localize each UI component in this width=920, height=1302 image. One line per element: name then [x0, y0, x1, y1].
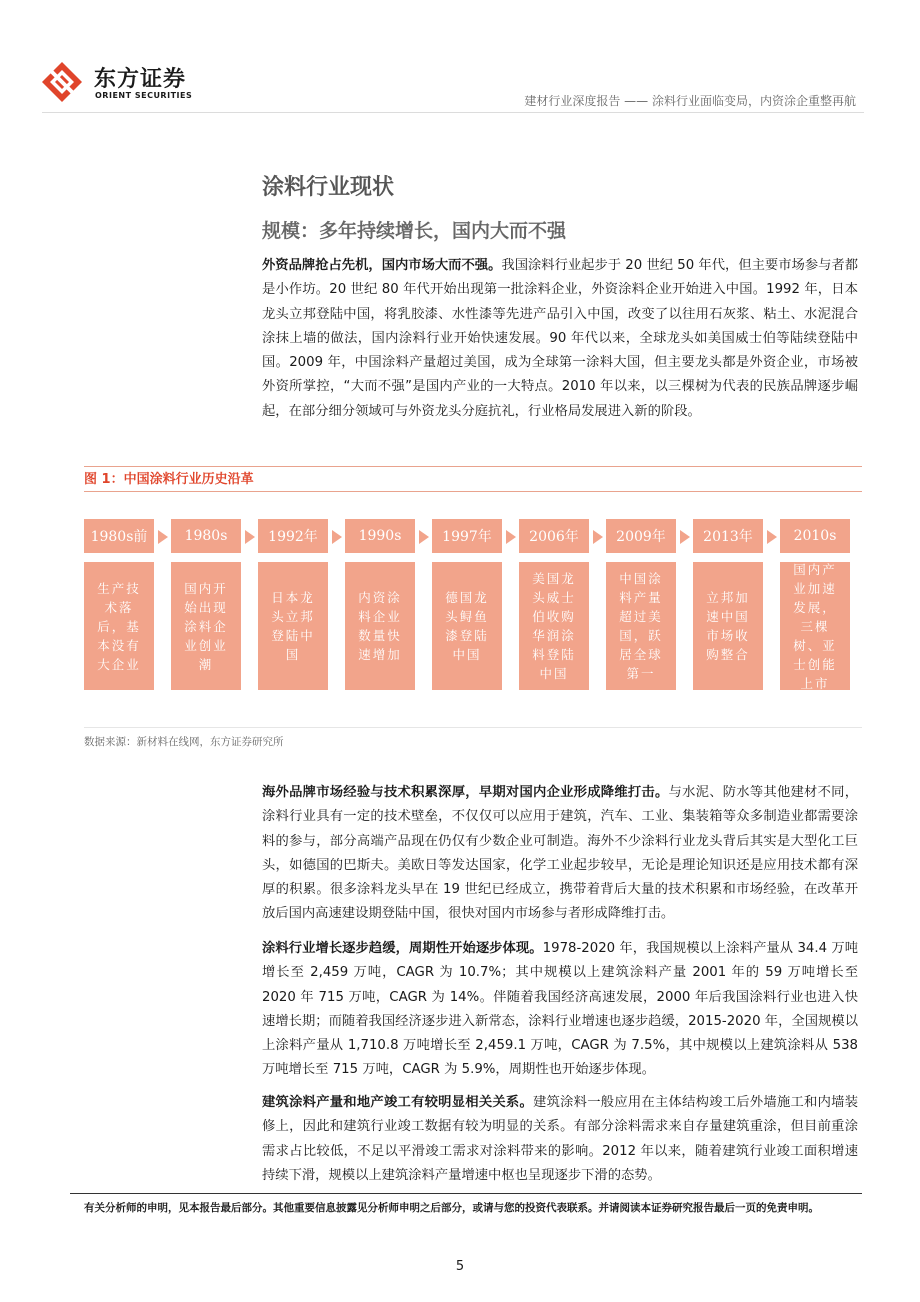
timeline-stage-description: 国内开始出现涂料企业创业潮	[171, 562, 241, 690]
footer-divider	[70, 1193, 862, 1194]
figure-source-rule	[84, 727, 862, 728]
timeline-stage-description: 中国涂料产量超过美国，跃居全球第一	[606, 562, 676, 690]
timeline-arrow-icon	[506, 530, 516, 544]
timeline-stage-period: 2006年	[519, 519, 589, 553]
paragraph-lead: 涂料行业增长逐步趋缓，周期性开始逐步体现。	[262, 941, 543, 956]
timeline-arrow-icon	[332, 530, 342, 544]
timeline-stage-period: 1990s	[345, 519, 415, 553]
industry-history-timeline	[0, 519, 920, 691]
orient-securities-logo	[42, 60, 202, 106]
paragraph-overseas-experience	[262, 781, 858, 927]
paragraph-lead: 建筑涂料产量和地产竣工有较明显相关关系。	[262, 1095, 534, 1110]
timeline-stage-period: 1980s前	[84, 519, 154, 553]
timeline-arrow-icon	[767, 530, 777, 544]
timeline-arrow-icon	[593, 530, 603, 544]
logo-diamond-icon	[42, 62, 82, 102]
paragraph-completion-correlation	[262, 1091, 858, 1188]
header-divider	[42, 112, 864, 113]
timeline-stage-description: 内资涂料企业数量快速增加	[345, 562, 415, 690]
timeline-stage-period: 2013年	[693, 519, 763, 553]
timeline-stage-period: 1992年	[258, 519, 328, 553]
sub-title: 规模：多年持续增长，国内大而不强	[262, 220, 567, 242]
logo-text-en: ORIENT SECURITIES	[95, 91, 193, 100]
figure-title: 图 1：中国涂料行业历史沿革	[84, 472, 254, 487]
timeline-stage-period: 2009年	[606, 519, 676, 553]
timeline-stage-description: 立邦加速中国市场收购整合	[693, 562, 763, 690]
report-running-title: 建材行业深度报告 —— 涂料行业面临变局，内资涂企重整再航	[524, 94, 856, 108]
disclaimer-note: 有关分析师的申明，见本报告最后部分。其他重要信息披露见分析师申明之后部分，或请与您的投资代表联系。并请阅读本证券研究报告最后一页的免责申明。	[84, 1202, 819, 1214]
timeline-arrow-icon	[680, 530, 690, 544]
timeline-stage-description: 美国龙头威士伯收购华润涂料登陆中国	[519, 562, 589, 690]
timeline-stage-description: 德国龙头鲟鱼漆登陆中国	[432, 562, 502, 690]
timeline-stage-period: 1997年	[432, 519, 502, 553]
timeline-stage-description: 生产技术落后，基本没有大企业	[84, 562, 154, 690]
figure-source: 数据来源：新材料在线网，东方证券研究所	[84, 736, 284, 748]
paragraph-lead: 海外品牌市场经验与技术积累深厚，早期对国内企业形成降维打击。	[262, 785, 669, 800]
paragraph-body: 我国涂料行业起步于 20 世纪 50 年代，但主要市场参与者都是小作坊。20 世纪 80 年代开始出现第一批涂料企业，外资涂料企业开始进入中国。1992 年，日本龙头立邦登陆中国，将乳胶漆、水性漆等先进产品引入中国，改变了以往用石灰浆、粘土、水泥混合涂抹上墙的做法，国内涂料行业开始快速发展。90 年代以来，全球龙头如美国威士伯等陆续登陆中国。2009 年，中国涂料产量超过美国，成为全球第一涂料大国，但主要龙头都是外资企业，市场被外资所掌控，“大而不强”是国内产业的一大特点。2010 年以来，以三棵树为代表的民族品牌逐步崛起，在部分细分领域可与外资龙头分庭抗礼，行业格局发展进入新的阶段。	[262, 258, 859, 419]
paragraph-lead: 外资品牌抢占先机，国内市场大而不强。	[262, 258, 502, 273]
timeline-arrow-icon	[419, 530, 429, 544]
paragraph-foreign-brands	[262, 254, 858, 424]
logo-text-cn: 东方证券	[94, 67, 187, 92]
figure-title-rule	[84, 491, 862, 492]
timeline-arrow-icon	[158, 530, 168, 544]
paragraph-body: 建筑涂料一般应用在主体结构竣工后外墙施工和内墙装修上，因此和建筑行业竣工数据有较为明显的关系。有部分涂料需求来自存量建筑重涂，但目前重涂需求占比较低，不足以平滑竣工需求对涂料带来的影响。2012 年以来，随着建筑行业竣工面积增速持续下滑，规模以上建筑涂料产量增速中枢也呈现逐步下滑的态势。	[262, 1095, 859, 1183]
paragraph-body: 与水泥、防水等其他建材不同，涂料行业具有一定的技术壁垒，不仅仅可以应用于建筑，汽车、工业、集装箱等众多制造业都需要涂料的参与，部分高端产品现在仍仅有少数企业可制造。海外不少涂料行业龙头背后其实是大型化工巨头，如德国的巴斯夫。美欧日等发达国家，化学工业起步较早，无论是理论知识还是应用技术都有深厚的积累。很多涂料龙头早在 19 世纪已经成立，携带着背后大量的技术积累和市场经验，在改革开放后国内高速建设期登陆中国，很快对国内市场参与者形成降维打击。	[262, 785, 859, 922]
figure-top-rule	[84, 466, 862, 467]
paragraph-growth-slowdown	[262, 937, 858, 1083]
timeline-stage-description: 国内产业加速发展，三棵树、亚士创能上市	[780, 562, 850, 690]
timeline-stage-description: 日本龙头立邦登陆中国	[258, 562, 328, 690]
page-number: 5	[455, 1259, 465, 1274]
section-title: 涂料行业现状	[262, 175, 395, 200]
paragraph-body: 1978-2020 年，我国规模以上涂料产量从 34.4 万吨增长至 2,459 万吨，CAGR 为 10.7%；其中规模以上建筑涂料产量 2001 年的 59 万吨增长至 2020 年 715 万吨，CAGR 为 14%。伴随着我国经济高速发展，2000 年后我国涂料行业也进入快速增长期；而随着我国经济逐步进入新常态，涂料行业增速也逐步趋缓，2015-2020 年，全国规模以上涂料产量从 1,710.8 万吨增长至 2,459.1 万吨，CAGR 为 7.5%，其中规模以上建筑涂料从 538 万吨增长至 715 万吨，CAGR 为 5.9%，周期性也开始逐步体现。	[262, 941, 859, 1078]
timeline-arrow-icon	[245, 530, 255, 544]
timeline-stage-period: 1980s	[171, 519, 241, 553]
timeline-stage-period: 2010s	[780, 519, 850, 553]
